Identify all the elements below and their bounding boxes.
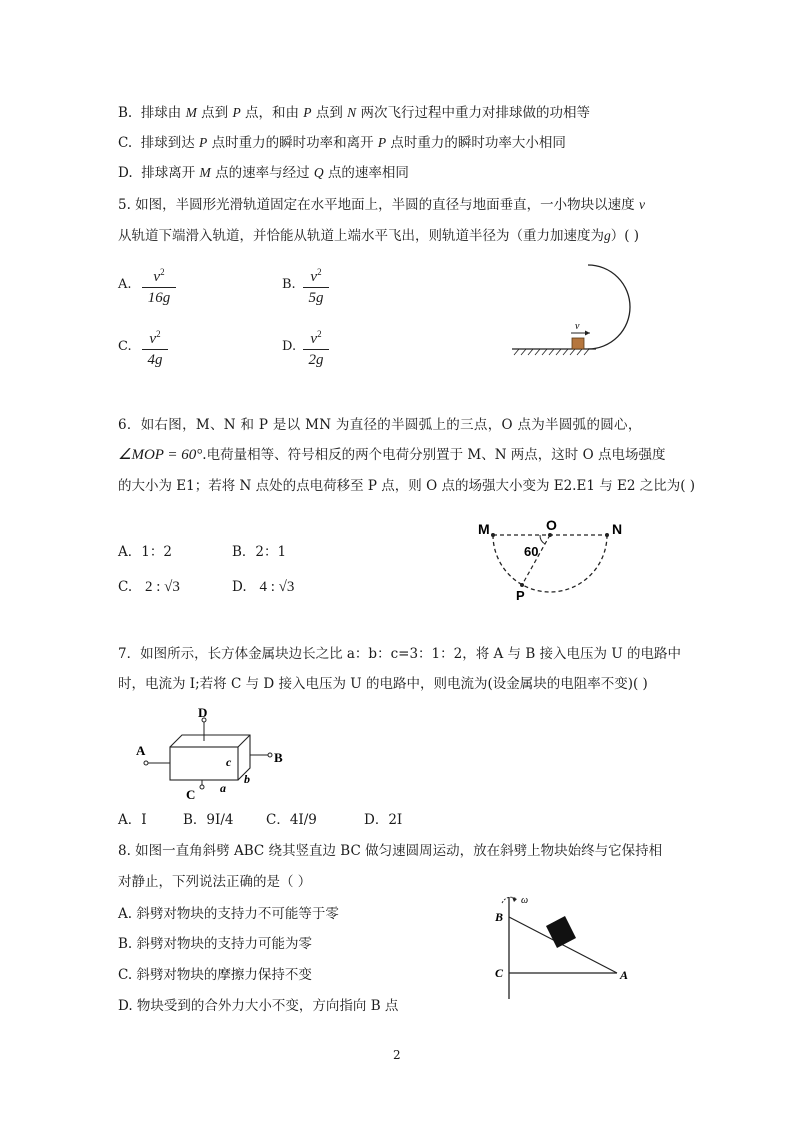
label-b: B [495, 910, 504, 924]
label-omega: ω [521, 895, 529, 906]
label-d: D [198, 705, 208, 720]
q5-option-c-fraction: $\frac{v^2}{4g}$ [142, 324, 168, 370]
q5-option-c-label: C. [118, 339, 132, 354]
q6-line1: 6．如右图，M、N 和 P 是以 MN 为直径的半圆弧上的三点，O 点为半圆弧的圆心， [118, 417, 642, 433]
label-n: N [612, 521, 623, 537]
q8-option-d: D. 物块受到的合外力大小不变，方向指向 B 点 [118, 998, 399, 1014]
q4-option-d: D. 排球离开 M 点的速率与经过 Q 点的速率相同 [118, 165, 409, 181]
q6-figure [476, 518, 636, 618]
label-angle: 60 [524, 544, 539, 559]
q5-line2: 从轨道下端滑入轨道，并恰能从轨道上端水平飞出，则轨道半径为（重力加速度为g）( ) [118, 228, 640, 244]
q8-line2: 对静止，下列说法正确的是（ ） [118, 874, 312, 890]
q6-line3: 的大小为 E1；若将 N 点处的点电荷移至 P 点，则 O 点的场强大小变为 E2.E1 与 E2 之比为( ) [118, 478, 696, 494]
label-edge-b: b [244, 772, 250, 786]
label-m: M [478, 521, 490, 537]
block-corner-edge [238, 735, 250, 747]
point-p [520, 583, 524, 587]
q5-option-d-label: D. [282, 339, 297, 354]
q4-option-b: B. 排球由 M 点到 P 点，和由 P 点到 N 两次飞行过程中重力对排球做的功相等 [118, 105, 590, 121]
block [572, 338, 584, 349]
q7-option-b: B．9I/4 [183, 812, 234, 828]
q8-line1: 8. 如图一直角斜劈 ABC 绕其竖直边 BC 做匀速圆周运动，放在斜劈上物块始终与它保持相 [118, 843, 663, 859]
semicircle-arc [493, 535, 607, 592]
q5-figure [508, 252, 648, 362]
page-number: 2 [393, 1048, 401, 1062]
q6-line2: ∠MOP = 60°.电荷量相等、符号相反的两个电荷分别置于 M、N 两点，这时 O 点电场强度 [118, 447, 666, 463]
q5-option-b-label: B. [282, 277, 296, 292]
q5-option-a-label: A. [118, 277, 132, 292]
point-o [548, 533, 552, 537]
label-edge-c: c [226, 755, 232, 769]
q7-line2: 时，电流为 I;若将 C 与 D 接入电压为 U 的电路中，则电流为(设金属块的电阻率不变)( ) [118, 676, 648, 692]
q8-option-c: C. 斜劈对物块的摩擦力保持不变 [118, 967, 312, 983]
label-a: A [620, 968, 629, 982]
semicircle-track [588, 265, 630, 349]
q5-line1: 5. 如图，半圆形光滑轨道固定在水平地面上，半圆的直径与地面垂直，一小物块以速度 v [118, 197, 645, 213]
block [546, 916, 576, 948]
q8-figure [490, 893, 640, 1005]
q7-figure [132, 705, 302, 801]
q7-option-c: C．4I/9 [266, 812, 317, 828]
q7-option-d: D．2I [364, 812, 403, 828]
terminal-a [144, 761, 148, 765]
label-a: A [136, 743, 146, 758]
q5-option-b-fraction: $\frac{v^2}{5g}$ [303, 262, 329, 308]
label-p: P [516, 588, 525, 603]
angle-arc [540, 535, 545, 544]
label-b: B [274, 750, 283, 765]
q8-option-b: B. 斜劈对物块的支持力可能为零 [118, 936, 313, 952]
q6-option-b: B．2：1 [232, 544, 287, 560]
q6-option-c: C. 2 : √3 [118, 579, 180, 595]
q7-line1: 7．如图所示，长方体金属块边长之比 a：b：c=3：1：2，将 A 与 B 接入电压为 U 的电路中 [118, 646, 682, 662]
ground-hatch [514, 349, 589, 355]
point-m [491, 533, 495, 537]
terminal-b [268, 753, 272, 757]
label-c: C [495, 966, 504, 980]
label-c: C [186, 787, 196, 801]
label-edge-a: a [220, 781, 226, 795]
q4-option-c: C. 排球到达 P 点时重力的瞬时功率和离开 P 点时重力的瞬时功率大小相同 [118, 135, 566, 151]
label-o: O [546, 518, 557, 533]
q6-option-d: D. 4 : √3 [232, 579, 295, 595]
radius-op [522, 535, 550, 585]
point-n [605, 533, 609, 537]
q5-option-d-fraction: $\frac{v^2}{2g}$ [303, 324, 329, 370]
q7-option-a: A．I [118, 812, 147, 828]
q8-option-a: A. 斜劈对物块的支持力不可能等于零 [118, 906, 339, 922]
terminal-c [200, 785, 204, 789]
velocity-arrowhead [585, 331, 590, 336]
q5-option-a-fraction: $\frac{v^2}{16g}$ [142, 262, 176, 308]
velocity-label: v [575, 321, 580, 332]
q6-option-a: A．1：2 [118, 544, 172, 560]
